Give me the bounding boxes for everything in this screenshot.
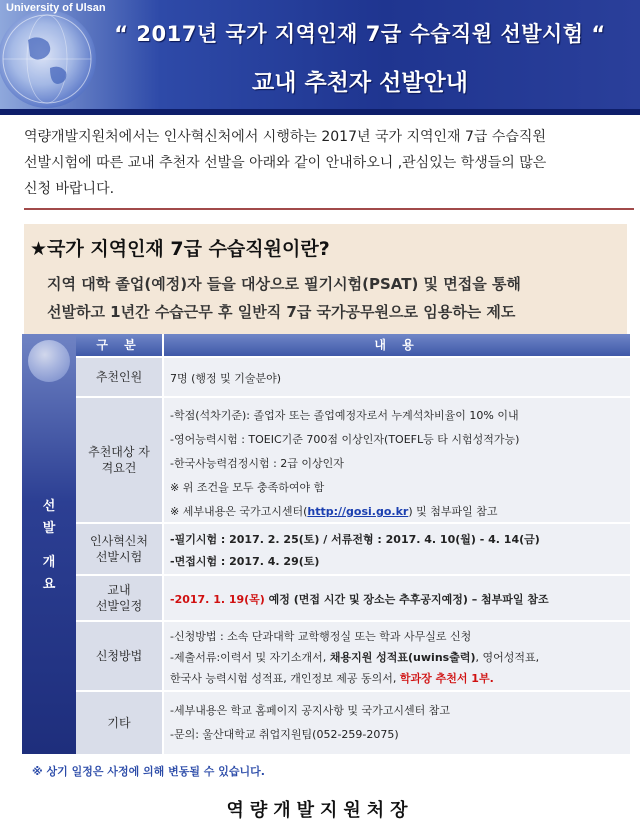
content-line: -면접시험 : 2017. 4. 29(토) — [170, 555, 320, 568]
row-content-recommend-count — [164, 358, 630, 396]
content-line: -필기시험 : 2017. 2. 25(토) / 서류전형 : 2017. 4. 10(월) - 4. 14(금) — [170, 533, 540, 546]
definition-line-1: 지역 대학 졸업(예정)자 들을 대상으로 필기시험(PSAT) 및 면접을 통해 — [47, 275, 521, 293]
row-label-text: 격요건 — [101, 461, 137, 475]
row-label-recommend-count — [76, 358, 162, 396]
content-line — [170, 670, 494, 686]
row-content-apply — [164, 622, 630, 690]
column-header-category: 구 분 — [76, 334, 162, 356]
content-text: 채용지원 성적표(uwins출력) — [329, 651, 476, 664]
row-label-text: 교내 — [107, 583, 131, 597]
row-label-etc — [76, 692, 162, 754]
divider — [24, 208, 634, 210]
content-line: -한국사능력검정시험 : 2급 이상인자 — [170, 457, 344, 470]
header-banner — [0, 0, 640, 115]
content-line — [170, 503, 498, 519]
definition-title: ★국가 지역인재 7급 수습직원이란? — [30, 238, 330, 260]
issuer-signature: 역량개발지원처장 — [226, 800, 414, 821]
content-line — [170, 591, 549, 607]
content-text: 학과장 추천서 1부. — [399, 672, 494, 685]
row-label-text: 선발일정 — [95, 599, 143, 613]
banner-subtitle: 교내 추천자 선발안내 — [252, 70, 468, 96]
content-line: -문의: 울산대학교 취업지원팀(052-259-2075) — [170, 728, 399, 741]
content-text: 한국사 능력시험 성적표, 개인정보 제공 동의서, — [170, 672, 400, 685]
definition-box — [24, 224, 627, 334]
row-label-exam — [76, 524, 162, 574]
side-label-char: 요 — [42, 577, 56, 592]
row-content-exam — [164, 524, 630, 574]
side-label-column — [22, 334, 76, 754]
row-label-text: 추천대상 자 — [88, 445, 150, 459]
banner-title: “ 2017년 국가 지역인재 7급 수습직원 선발시험 “ — [114, 22, 606, 46]
gosi-link[interactable]: http://gosi.go.kr — [307, 505, 409, 518]
content-line — [170, 649, 539, 665]
row-label-text: 선발시험 — [95, 550, 143, 564]
content-line: -신청방법 : 소속 단과대학 교학행정실 또는 학과 사무실로 신청 — [170, 630, 472, 643]
content-text: 예정 (면접 시간 및 장소는 추후공지예정) – 첨부파일 참조 — [264, 593, 549, 606]
content-text: , 영어성적표, — [475, 651, 540, 664]
side-label-char: 개 — [42, 555, 56, 570]
row-content-schedule — [164, 576, 630, 620]
content-text: -제출서류:이력서 및 자기소개서, — [170, 651, 330, 664]
intro-line-2: 선발시험에 따른 교내 추천자 선발을 아래와 같이 안내하오니 ,관심있는 학생들의 많은 — [24, 155, 547, 171]
schedule-change-note: ※ 상기 일정은 사정에 의해 변동될 수 있습니다. — [32, 765, 265, 778]
schedule-date: -2017. 1. 19(목) — [170, 593, 265, 606]
intro-line-1: 역량개발지원처에서는 인사혁신처에서 시행하는 2017년 국가 지역인재 7급 수습직원 — [24, 129, 546, 145]
row-content-eligibility — [164, 398, 630, 522]
content-line: -영어능력시험 : TOEIC기준 700점 이상인자(TOEFL등 타 시험성적가능) — [170, 433, 520, 446]
row-label-text: 신청방법 — [95, 649, 143, 663]
selection-overview-table — [22, 334, 630, 754]
content-line: -세부내용은 학교 홈페이지 공지사항 및 국가고시센터 참고 — [170, 704, 450, 717]
row-label-apply — [76, 622, 162, 690]
content-text: ※ 세부내용은 국가고시센터( — [170, 505, 308, 518]
intro-line-3: 신청 바랍니다. — [24, 181, 115, 197]
column-header-content: 내 용 — [164, 334, 630, 356]
row-label-text: 인사혁신처 — [90, 534, 148, 548]
row-label-schedule — [76, 576, 162, 620]
row-label-text: 추천인원 — [95, 370, 143, 384]
definition-line-2: 선발하고 1년간 수습근무 후 일반직 7급 국가공무원으로 임용하는 제도 — [47, 303, 516, 321]
content-line: 7명 (행정 및 기술분야) — [170, 372, 282, 385]
row-label-eligibility — [76, 398, 162, 522]
row-label-text: 기타 — [107, 716, 131, 730]
side-label-char: 발 — [42, 521, 56, 536]
content-text: ) 및 첨부파일 참고 — [408, 505, 498, 518]
row-content-etc — [164, 692, 630, 754]
bubble-decoration — [28, 340, 70, 382]
content-line: -학점(석차기준): 졸업자 또는 졸업예정자로서 누계석차비율이 10% 이내 — [170, 409, 519, 422]
university-name: University of Ulsan — [6, 2, 106, 14]
intro-paragraph — [24, 124, 619, 202]
side-label-char: 선 — [42, 499, 56, 514]
content-line: ※ 위 조건을 모두 충족하여야 함 — [170, 481, 325, 494]
